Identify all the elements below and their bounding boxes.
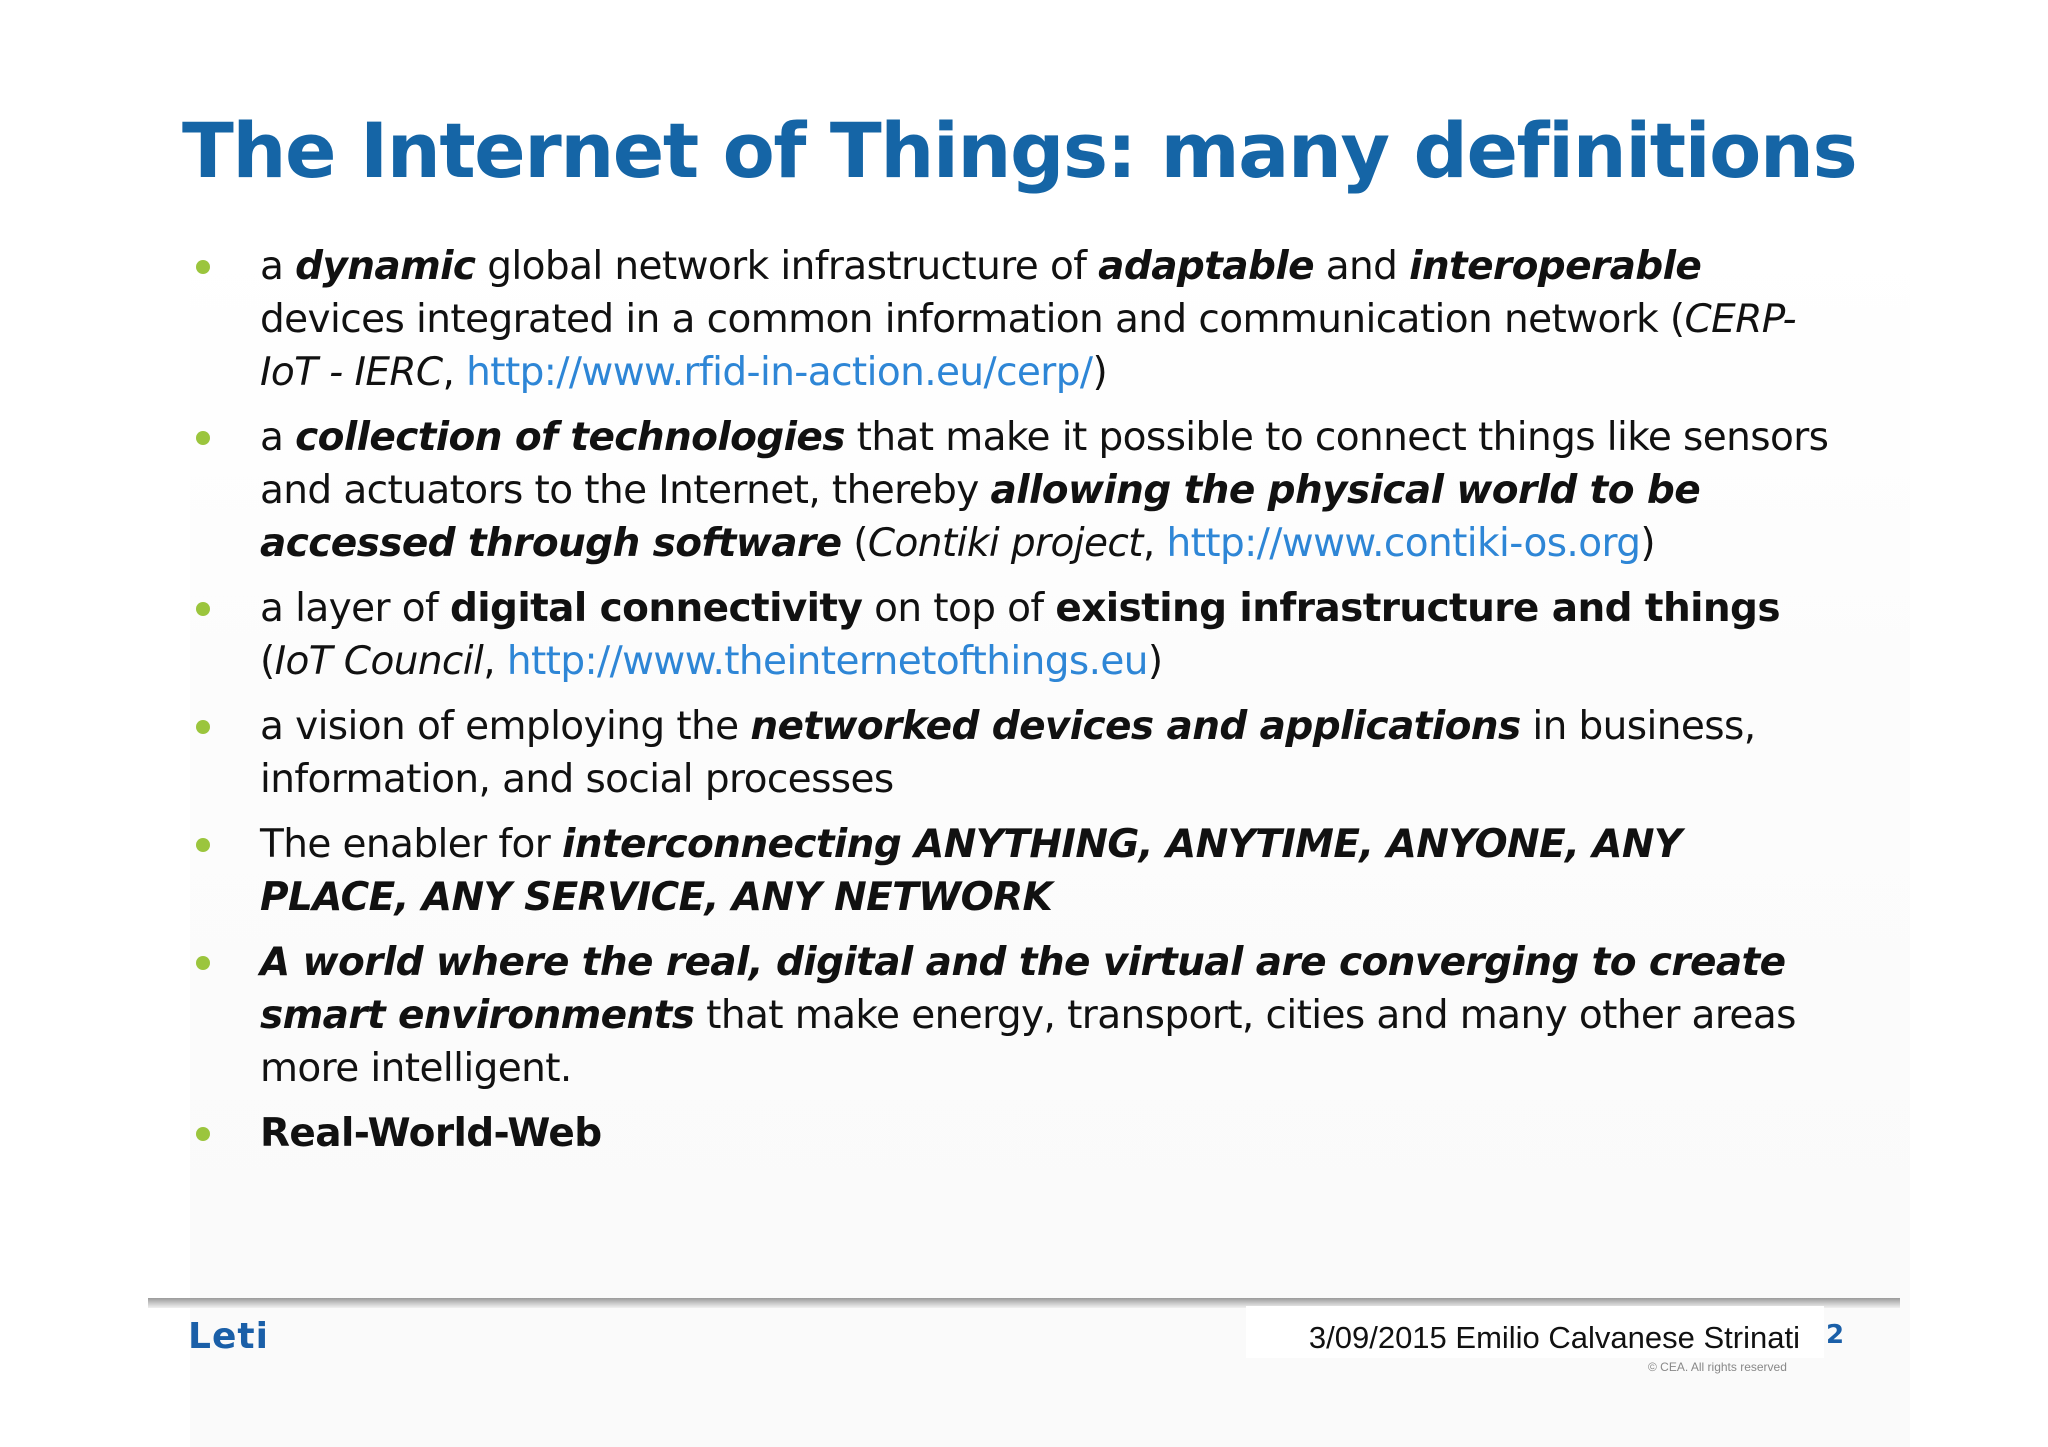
footer-date-author: 3/09/2015 Emilio Calvanese Strinati [1308,1320,1800,1355]
page-number: 2 [1826,1320,1845,1350]
text-run: a layer of [260,586,450,631]
text-run: devices integrated in a common information and communication network ( [260,297,1685,342]
text-run: ( [841,521,868,566]
text-run: ) [1640,521,1656,566]
emphasis-text-run: adaptable [1098,244,1314,289]
text-run: ) [1092,350,1108,395]
footer-info-box [1246,1306,1824,1358]
bullet-dot-icon [196,260,210,274]
definition-item [196,582,1836,688]
source-link[interactable]: http://www.rfid-in-action.eu/cerp/ [466,350,1093,395]
emphasis-text-run: digital connectivity [449,586,863,631]
text-run: a vision of employing the [260,704,751,749]
leti-logo: Leti [188,1316,269,1357]
emphasis-text-run: dynamic [295,244,476,289]
emphasis-text-run: collection of technologies [295,415,845,460]
emphasis-text-run: interconnecting ANYTHING, ANYTIME, ANYONE, ANY PLACE, ANY SERVICE, ANY NETWORK [260,822,1682,920]
text-run: The enabler for [260,822,562,867]
text-run: , [1142,521,1167,566]
source-link[interactable]: http://www.contiki-os.org [1166,521,1641,566]
definition-item [196,411,1836,570]
copyright-notice: © CEA. All rights reserved [1648,1360,1787,1374]
text-run: that make energy, transport, cities and many other areas more intelligent. [260,993,1796,1091]
text-run: global network infrastructure of [475,244,1099,289]
bullet-dot-icon [196,602,210,616]
emphasis-text-run: interoperable [1409,244,1702,289]
bullet-dot-icon [196,956,210,970]
emphasis-text-run: Real-World-Web [260,1111,602,1156]
emphasis-text-run: CERP-IoT - IERC [260,297,1796,395]
bullet-dot-icon [196,720,210,734]
definition-item [196,700,1836,806]
bullet-dot-icon [196,431,210,445]
emphasis-text-run: existing infrastructure and things [1055,586,1780,631]
definition-item [196,818,1836,924]
text-run: a [260,415,296,460]
text-run: , [483,639,507,684]
bullet-dot-icon [196,838,210,852]
emphasis-text-run: networked devices and applications [750,704,1521,749]
text-run: and [1313,244,1410,289]
source-link[interactable]: http://www.theinternetofthings.eu [506,639,1148,684]
text-run: a [260,244,296,289]
definition-item [196,240,1836,399]
emphasis-text-run: A world where the real, digital and the virtual are converging to create smart environments [260,940,1786,1038]
emphasis-text-run: Contiki project [867,521,1143,566]
emphasis-text-run: IoT Council [274,639,484,684]
text-run: ( [260,639,275,684]
slide-title: The Internet of Things: many definitions [182,106,1857,195]
definition-item [196,936,1836,1095]
definition-bullet-list [196,240,1836,1172]
text-run: that make it possible to connect things like sensors and actuators to the Internet, thereby [260,415,1829,513]
text-run: on top of [862,586,1056,631]
definition-item [196,1107,1836,1160]
emphasis-text-run: allowing the physical world to be accessed through software [260,468,1701,566]
text-run: in business, information, and social processes [260,704,1756,802]
text-run: ) [1147,639,1163,684]
bullet-dot-icon [196,1127,210,1141]
text-run: , [442,350,467,395]
